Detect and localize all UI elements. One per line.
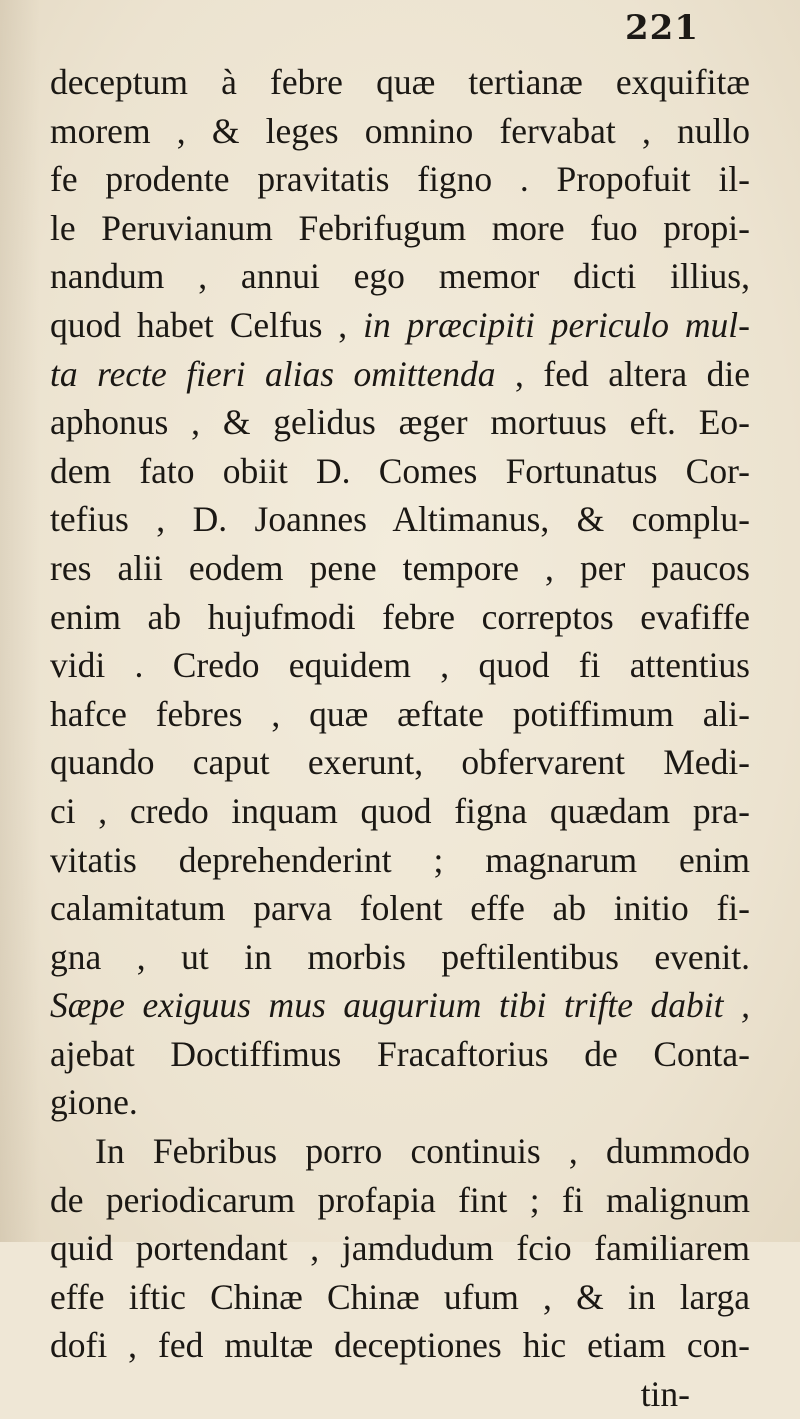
text-line-18: calamitatum parva folent effe ab initio fi- [50,888,750,929]
text-line-6 [50,301,750,350]
text-line-7-roman: , fed altera die [495,353,750,394]
text-line-9: dem fato obiit D. Comes Fortunatus Cor- [50,450,750,491]
page-gutter-shadow [0,0,40,1242]
text-line-26: effe iftic Chinæ Chinæ ufum , & in larga [50,1276,750,1317]
body-text [50,58,750,1419]
text-line-6-italic: in præcipiti periculo mul- [363,304,750,345]
text-line-27: dofi , fed multæ deceptiones hic etiam con- [50,1325,750,1366]
page-number: 221 [625,8,699,48]
text-line-16: ci , credo inquam quod figna quædam pra- [50,790,750,831]
text-line-1: deceptum à febre quæ tertianæ exquifitæ [50,62,750,102]
text-line-20-quotation: Sæpe exiguus mus augurium tibi trifte dabit , [50,985,750,1026]
text-line-21: ajebat Doctiffimus Fracaftorius de Conta- [50,1033,750,1074]
text-line-7-italic: ta recte fieri alias omittenda [50,353,496,394]
text-line-25: quid portendant , jamdudum fcio familiarem [50,1228,750,1269]
text-line-8: aphonus , & gelidus æger mortuus eft. Eo- [50,402,750,443]
text-line-15: quando caput exerunt, obfervarent Medi- [50,742,750,783]
text-line-17: vitatis deprehenderint ; magnarum enim [50,839,750,880]
text-line-12: enim ab hujufmodi febre correptos evafiffe [50,596,750,637]
text-line-2: morem , & leges omnino fervabat , nullo [50,110,750,151]
text-line-22: gione. [50,1082,138,1123]
text-line-6-roman: quod habet Celfus , [50,304,364,345]
catchword: tin- [640,1374,690,1415]
text-line-14: hafce febres , quæ æftate potiffimum ali- [50,693,750,734]
text-line-24: de periodicarum profapia fint ; fi malignum [50,1179,750,1220]
text-line-3: fe prodente pravitatis figno . Propofuit il- [50,159,750,200]
text-line-7 [50,350,750,399]
text-line-11: res alii eodem pene tempore , per paucos [50,547,750,588]
text-line-5: nandum , annui ego memor dicti illius, [50,256,750,297]
text-line-4: le Peruvianum Febrifugum more fuo propi- [50,207,750,248]
paragraph-start-line: In Febribus porro continuis , dummodo [95,1131,750,1172]
text-line-13: vidi . Credo equidem , quod fi attentius [50,645,750,686]
text-line-10: tefius , D. Joannes Altimanus, & complu- [50,499,750,540]
text-line-19: gna , ut in morbis peftilentibus evenit. [50,936,750,977]
